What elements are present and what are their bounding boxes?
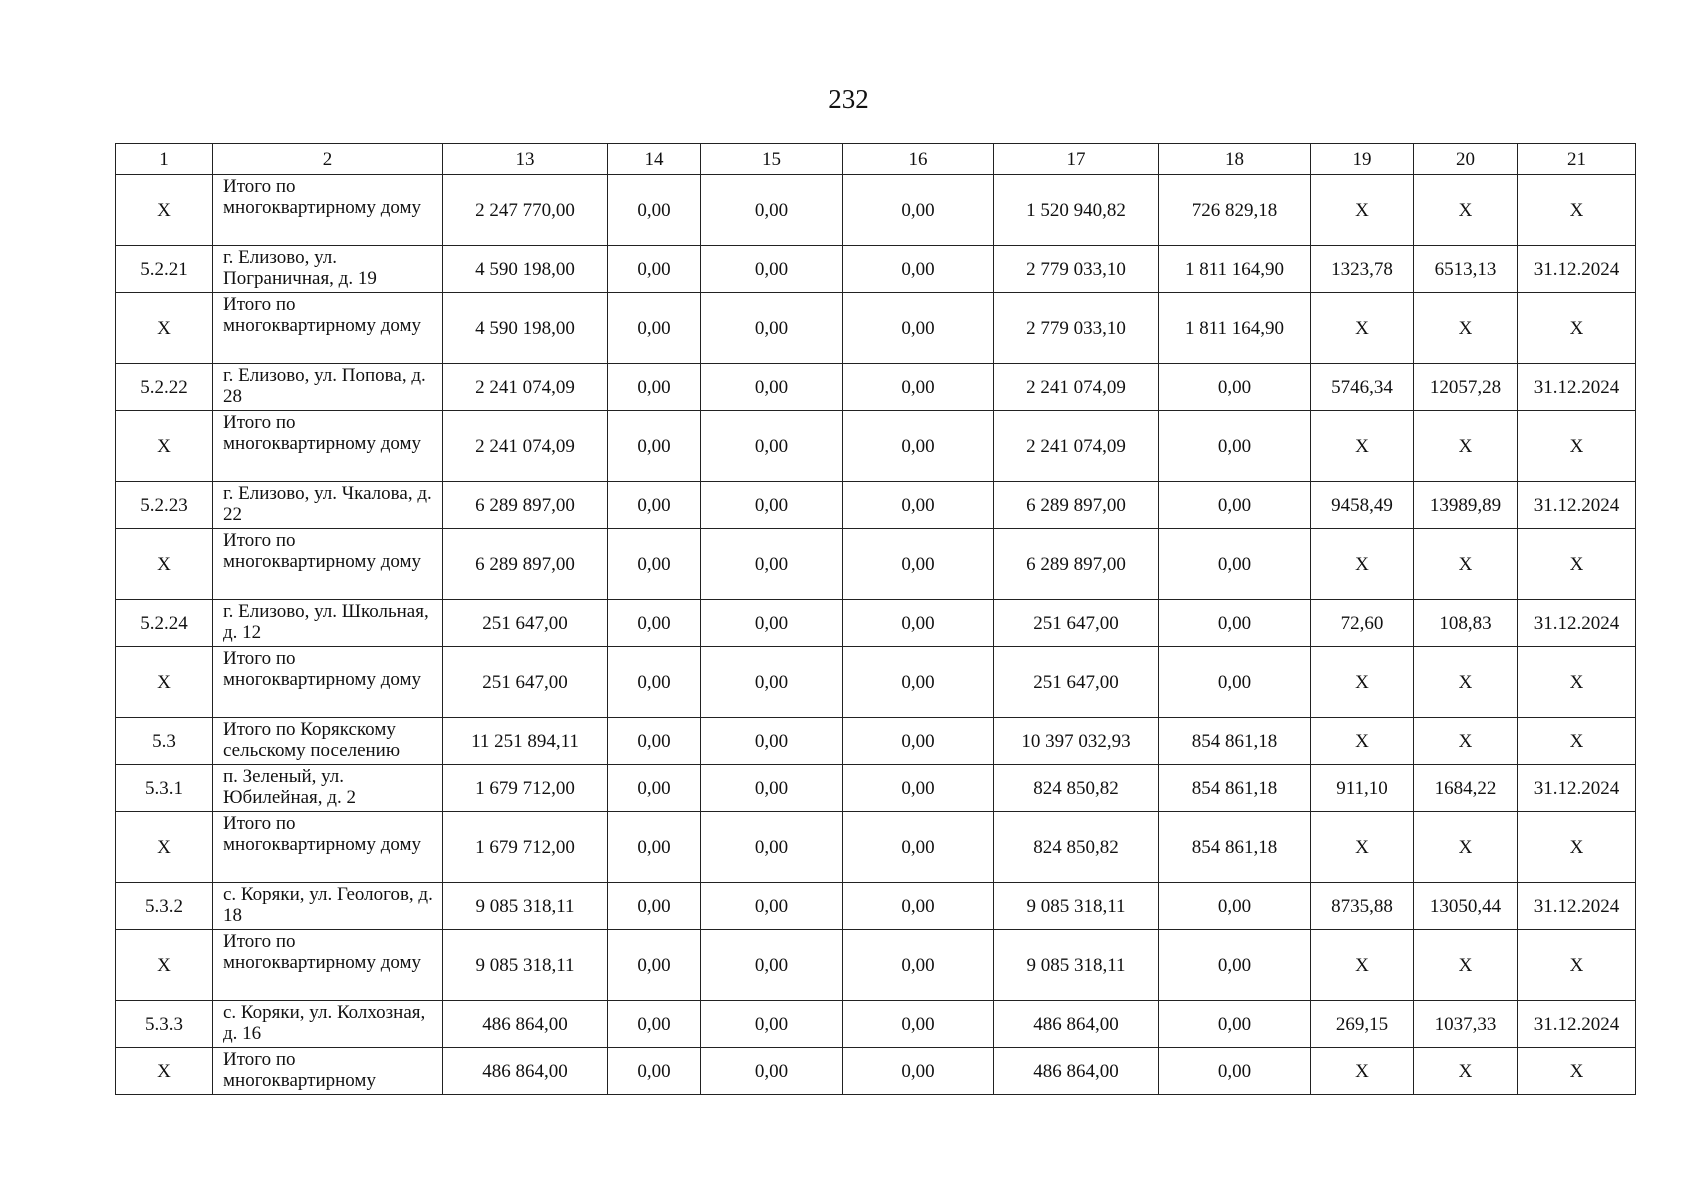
col14-cell: 0,00 [608,600,701,647]
col15-cell: 0,00 [701,1048,843,1095]
address-text: с. Коряки, ул. Геологов, д. 18 [223,884,433,926]
col20-cell: 1037,33 [1414,1001,1518,1048]
row-number-cell: X [116,647,213,718]
col14-cell: 0,00 [608,246,701,293]
col20-cell: X [1414,529,1518,600]
col19-cell: X [1311,411,1414,482]
column-header: 20 [1414,144,1518,175]
col17-cell: 486 864,00 [994,1001,1159,1048]
col13-cell: 2 241 074,09 [443,364,608,411]
table-row [116,812,1636,883]
col16-cell: 0,00 [843,765,994,812]
col17-cell: 6 289 897,00 [994,529,1159,600]
col16-cell: 0,00 [843,246,994,293]
col20-cell: X [1414,718,1518,765]
page-number: 232 [828,84,869,114]
col17-cell: 2 779 033,10 [994,293,1159,364]
col21-cell: X [1518,529,1636,600]
col21-cell: 31.12.2024 [1518,246,1636,293]
col17-cell: 9 085 318,11 [994,930,1159,1001]
col18-cell: 0,00 [1159,930,1311,1001]
col18-cell: 0,00 [1159,1001,1311,1048]
col18-cell: 1 811 164,90 [1159,246,1311,293]
col21-cell: 31.12.2024 [1518,765,1636,812]
col16-cell: 0,00 [843,1048,994,1095]
col15-cell: 0,00 [701,930,843,1001]
address-cell [213,293,443,364]
row-number-cell: X [116,1048,213,1095]
col13-cell: 251 647,00 [443,600,608,647]
col20-cell: 12057,28 [1414,364,1518,411]
header-row [116,144,1636,175]
col18-cell: 0,00 [1159,411,1311,482]
row-number-cell: X [116,930,213,1001]
col21-cell: X [1518,411,1636,482]
col20-cell: X [1414,175,1518,246]
col14-cell: 0,00 [608,482,701,529]
row-number-cell: 5.3 [116,718,213,765]
col13-cell: 486 864,00 [443,1001,608,1048]
col17-cell: 824 850,82 [994,765,1159,812]
col13-cell: 11 251 894,11 [443,718,608,765]
col20-cell: X [1414,930,1518,1001]
col21-cell: X [1518,293,1636,364]
col13-cell: 2 247 770,00 [443,175,608,246]
col17-cell: 2 241 074,09 [994,411,1159,482]
col16-cell: 0,00 [843,411,994,482]
col14-cell: 0,00 [608,930,701,1001]
address-text: Итого по многоквартирному дому [223,294,422,336]
row-number-cell: X [116,293,213,364]
col17-cell: 6 289 897,00 [994,482,1159,529]
col21-cell: X [1518,812,1636,883]
col21-cell: 31.12.2024 [1518,482,1636,529]
col19-cell: X [1311,175,1414,246]
col13-cell: 4 590 198,00 [443,246,608,293]
address-text: Итого по многоквартирному дому [223,530,422,572]
col17-cell: 2 779 033,10 [994,246,1159,293]
column-header: 1 [116,144,213,175]
col21-cell: 31.12.2024 [1518,883,1636,930]
col15-cell: 0,00 [701,647,843,718]
col18-cell: 0,00 [1159,600,1311,647]
col18-cell: 0,00 [1159,529,1311,600]
address-text: Итого по многоквартирному дому [223,176,422,218]
col19-cell: 911,10 [1311,765,1414,812]
table-row [116,364,1636,411]
col16-cell: 0,00 [843,883,994,930]
col17-cell: 824 850,82 [994,812,1159,883]
col19-cell: 72,60 [1311,600,1414,647]
table-row [116,765,1636,812]
col19-cell: X [1311,812,1414,883]
column-header: 19 [1311,144,1414,175]
col15-cell: 0,00 [701,364,843,411]
col20-cell: X [1414,647,1518,718]
col20-cell: X [1414,1048,1518,1095]
col13-cell: 4 590 198,00 [443,293,608,364]
table-row [116,529,1636,600]
address-text: Итого по многоквартирному дому [223,813,422,855]
col18-cell: 1 811 164,90 [1159,293,1311,364]
col13-cell: 9 085 318,11 [443,930,608,1001]
col15-cell: 0,00 [701,718,843,765]
table-row [116,246,1636,293]
table-row [116,1048,1636,1095]
col21-cell: X [1518,175,1636,246]
col21-cell: 31.12.2024 [1518,600,1636,647]
col15-cell: 0,00 [701,411,843,482]
col16-cell: 0,00 [843,647,994,718]
column-header: 18 [1159,144,1311,175]
col21-cell: 31.12.2024 [1518,1001,1636,1048]
col14-cell: 0,00 [608,647,701,718]
col15-cell: 0,00 [701,765,843,812]
column-header: 13 [443,144,608,175]
col21-cell: 31.12.2024 [1518,364,1636,411]
col19-cell: X [1311,1048,1414,1095]
col18-cell: 0,00 [1159,1048,1311,1095]
row-number-cell: 5.2.22 [116,364,213,411]
col15-cell: 0,00 [701,812,843,883]
column-header: 2 [213,144,443,175]
col19-cell: 269,15 [1311,1001,1414,1048]
col15-cell: 0,00 [701,600,843,647]
col19-cell: X [1311,293,1414,364]
address-text: г. Елизово, ул. Попова, д. 28 [223,365,426,407]
address-text: Итого по многоквартирному [223,1049,376,1091]
col13-cell: 9 085 318,11 [443,883,608,930]
col14-cell: 0,00 [608,175,701,246]
column-header: 14 [608,144,701,175]
col20-cell: 13050,44 [1414,883,1518,930]
col14-cell: 0,00 [608,883,701,930]
address-cell [213,364,443,411]
table-row [116,647,1636,718]
col19-cell: 9458,49 [1311,482,1414,529]
col19-cell: 1323,78 [1311,246,1414,293]
col19-cell: X [1311,529,1414,600]
address-cell [213,765,443,812]
col15-cell: 0,00 [701,175,843,246]
address-text: Итого по Корякскому сельскому поселению [223,719,401,761]
col17-cell: 9 085 318,11 [994,883,1159,930]
col17-cell: 10 397 032,93 [994,718,1159,765]
col13-cell: 6 289 897,00 [443,482,608,529]
col13-cell: 6 289 897,00 [443,529,608,600]
table-row [116,175,1636,246]
address-cell [213,930,443,1001]
table-row [116,411,1636,482]
col15-cell: 0,00 [701,246,843,293]
col19-cell: X [1311,930,1414,1001]
col21-cell: X [1518,718,1636,765]
col17-cell: 1 520 940,82 [994,175,1159,246]
row-number-cell: 5.3.3 [116,1001,213,1048]
col13-cell: 1 679 712,00 [443,765,608,812]
col14-cell: 0,00 [608,765,701,812]
row-number-cell: X [116,411,213,482]
column-header: 15 [701,144,843,175]
col16-cell: 0,00 [843,718,994,765]
address-text: г. Елизово, ул. Пограничная, д. 19 [223,247,377,289]
address-cell [213,529,443,600]
address-cell [213,482,443,529]
address-cell [213,812,443,883]
table-row [116,930,1636,1001]
col14-cell: 0,00 [608,718,701,765]
address-text: Итого по многоквартирному дому [223,412,422,454]
col17-cell: 251 647,00 [994,600,1159,647]
row-number-cell: 5.2.23 [116,482,213,529]
col19-cell: 5746,34 [1311,364,1414,411]
row-number-cell: 5.3.1 [116,765,213,812]
col16-cell: 0,00 [843,930,994,1001]
col18-cell: 0,00 [1159,647,1311,718]
address-text: г. Елизово, ул. Школьная, д. 12 [223,601,429,643]
col20-cell: 6513,13 [1414,246,1518,293]
col20-cell: 1684,22 [1414,765,1518,812]
address-cell [213,246,443,293]
address-cell [213,175,443,246]
col19-cell: X [1311,647,1414,718]
col13-cell: 251 647,00 [443,647,608,718]
table-row [116,1001,1636,1048]
col18-cell: 726 829,18 [1159,175,1311,246]
address-cell [213,411,443,482]
col14-cell: 0,00 [608,293,701,364]
col18-cell: 854 861,18 [1159,812,1311,883]
col21-cell: X [1518,1048,1636,1095]
col17-cell: 2 241 074,09 [994,364,1159,411]
col15-cell: 0,00 [701,529,843,600]
address-text: п. Зеленый, ул. Юбилейная, д. 2 [223,766,356,808]
col19-cell: 8735,88 [1311,883,1414,930]
table-row [116,883,1636,930]
address-cell [213,718,443,765]
col16-cell: 0,00 [843,175,994,246]
col21-cell: X [1518,647,1636,718]
col13-cell: 486 864,00 [443,1048,608,1095]
col18-cell: 0,00 [1159,883,1311,930]
row-number-cell: 5.3.2 [116,883,213,930]
col17-cell: 486 864,00 [994,1048,1159,1095]
col14-cell: 0,00 [608,1048,701,1095]
col16-cell: 0,00 [843,812,994,883]
table-row [116,293,1636,364]
row-number-cell: X [116,812,213,883]
col16-cell: 0,00 [843,364,994,411]
col14-cell: 0,00 [608,529,701,600]
address-cell [213,1001,443,1048]
col18-cell: 0,00 [1159,482,1311,529]
address-text: Итого по многоквартирному дому [223,648,422,690]
col20-cell: 13989,89 [1414,482,1518,529]
col20-cell: X [1414,293,1518,364]
row-number-cell: 5.2.24 [116,600,213,647]
address-text: с. Коряки, ул. Колхозная, д. 16 [223,1002,426,1044]
column-header: 17 [994,144,1159,175]
col19-cell: X [1311,718,1414,765]
col16-cell: 0,00 [843,600,994,647]
address-text: Итого по многоквартирному дому [223,931,422,973]
data-table [115,143,1636,1095]
col14-cell: 0,00 [608,812,701,883]
col20-cell: X [1414,411,1518,482]
col18-cell: 854 861,18 [1159,765,1311,812]
col18-cell: 854 861,18 [1159,718,1311,765]
col21-cell: X [1518,930,1636,1001]
address-cell [213,883,443,930]
col20-cell: 108,83 [1414,600,1518,647]
row-number-cell: 5.2.21 [116,246,213,293]
table-body [116,144,1636,1095]
col16-cell: 0,00 [843,482,994,529]
table-row [116,600,1636,647]
col16-cell: 0,00 [843,1001,994,1048]
col15-cell: 0,00 [701,482,843,529]
column-header: 16 [843,144,994,175]
address-cell [213,647,443,718]
col16-cell: 0,00 [843,529,994,600]
address-text: г. Елизово, ул. Чкалова, д. 22 [223,483,432,525]
row-number-cell: X [116,175,213,246]
row-number-cell: X [116,529,213,600]
col18-cell: 0,00 [1159,364,1311,411]
col14-cell: 0,00 [608,364,701,411]
table-row [116,482,1636,529]
table-row [116,718,1636,765]
col13-cell: 1 679 712,00 [443,812,608,883]
col15-cell: 0,00 [701,1001,843,1048]
column-header: 21 [1518,144,1636,175]
col13-cell: 2 241 074,09 [443,411,608,482]
address-cell [213,1048,443,1095]
col20-cell: X [1414,812,1518,883]
col14-cell: 0,00 [608,1001,701,1048]
address-cell [213,600,443,647]
col17-cell: 251 647,00 [994,647,1159,718]
col15-cell: 0,00 [701,293,843,364]
col15-cell: 0,00 [701,883,843,930]
col14-cell: 0,00 [608,411,701,482]
col16-cell: 0,00 [843,293,994,364]
